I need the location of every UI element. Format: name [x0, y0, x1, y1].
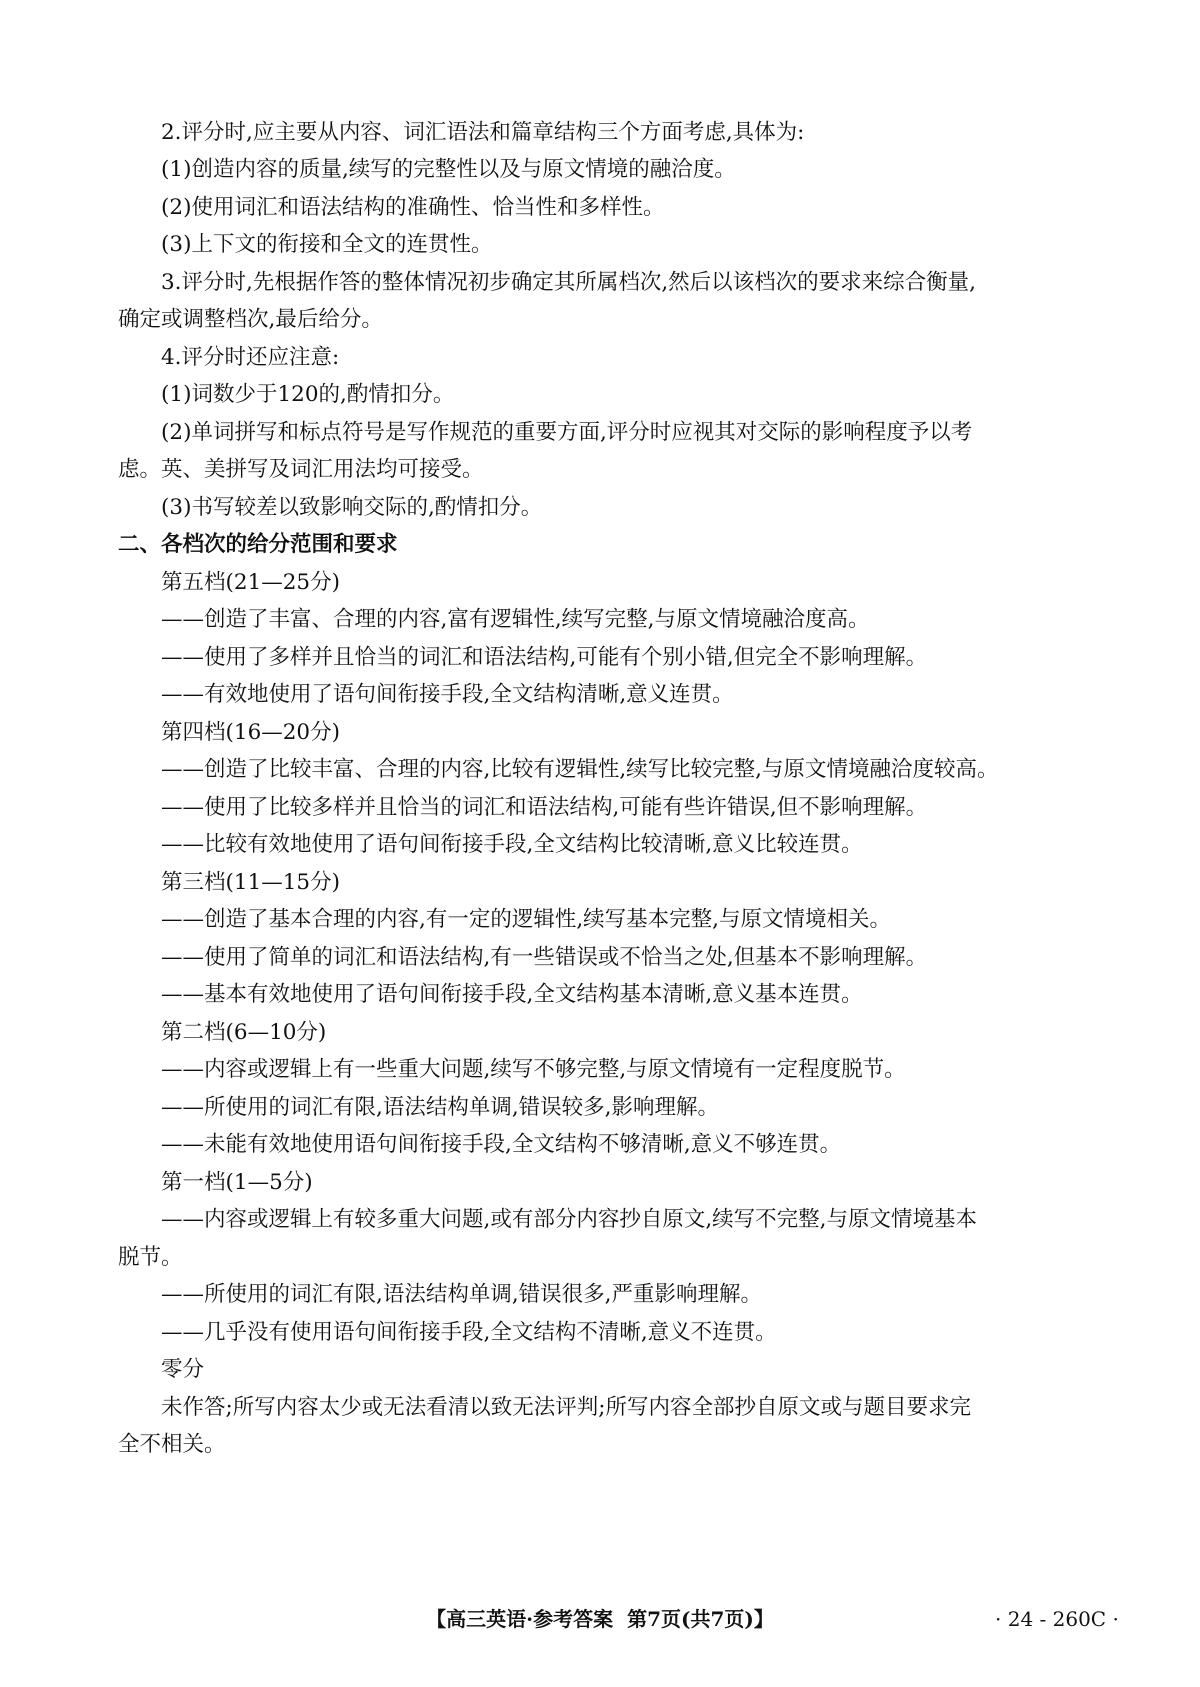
criteria-line: ——所使用的词汇有限,语法结构单调,错误很多,严重影响理解。: [161, 1282, 763, 1307]
footer-bracket-open: 【: [426, 1607, 447, 1631]
text-line: 未作答;所写内容太少或无法看清以致无法评判;所写内容全部抄自原文或与题目要求完: [161, 1395, 971, 1420]
text-line: (3)上下文的衔接和全文的连贯性。: [161, 232, 493, 257]
grade-heading: 第五档(21—25分): [161, 570, 340, 595]
criteria-line: 脱节。: [118, 1245, 183, 1270]
criteria-line: ——比较有效地使用了语句间衔接手段,全文结构比较清晰,意义比较连贯。: [161, 832, 863, 857]
footer-code: · 24 - 260C ·: [995, 1607, 1119, 1631]
text-line: 2.评分时,应主要从内容、词汇语法和篇章结构三个方面考虑,具体为:: [161, 120, 805, 145]
criteria-line: ——创造了丰富、合理的内容,富有逻辑性,续写完整,与原文情境融洽度高。: [161, 607, 870, 632]
footer-subject: 高三英语·参考答案: [446, 1607, 614, 1631]
text-line: 虑。英、美拼写及词汇用法均可接受。: [118, 457, 484, 482]
text-line: (3)书写较差以致影响交际的,酌情扣分。: [161, 495, 543, 520]
criteria-line: ——使用了简单的词汇和语法结构,有一些错误或不恰当之处,但基本不影响理解。: [161, 945, 928, 970]
text-line: (2)使用词汇和语法结构的准确性、恰当性和多样性。: [161, 195, 665, 220]
text-line: (1)创造内容的质量,续写的完整性以及与原文情境的融洽度。: [161, 157, 736, 182]
criteria-line: ——几乎没有使用语句间衔接手段,全文结构不清晰,意义不连贯。: [161, 1320, 777, 1345]
criteria-line: ——使用了比较多样并且恰当的词汇和语法结构,可能有些许错误,但不影响理解。: [161, 795, 928, 820]
text-line: 3.评分时,先根据作答的整体情况初步确定其所属档次,然后以该档次的要求来综合衡量,: [161, 270, 977, 295]
grade-heading: 零分: [161, 1357, 205, 1382]
criteria-line: ——创造了比较丰富、合理的内容,比较有逻辑性,续写比较完整,与原文情境融洽度较高。: [161, 757, 999, 782]
criteria-line: ——使用了多样并且恰当的词汇和语法结构,可能有个别小错,但完全不影响理解。: [161, 645, 928, 670]
text-line: 全不相关。: [118, 1432, 226, 1457]
criteria-line: ——基本有效地使用了语句间衔接手段,全文结构基本清晰,意义基本连贯。: [161, 982, 863, 1007]
text-line: 确定或调整档次,最后给分。: [118, 307, 383, 332]
criteria-line: ——所使用的词汇有限,语法结构单调,错误较多,影响理解。: [161, 1095, 720, 1120]
text-line: (1)词数少于120的,酌情扣分。: [161, 382, 455, 407]
grade-heading: 第二档(6—10分): [161, 1020, 327, 1045]
grade-heading: 第三档(11—15分): [161, 870, 340, 895]
section-heading: 二、各档次的给分范围和要求: [118, 532, 398, 557]
text-line: (2)单词拼写和标点符号是写作规范的重要方面,评分时应视其对交际的影响程度予以考: [161, 420, 973, 445]
criteria-line: ——创造了基本合理的内容,有一定的逻辑性,续写基本完整,与原文情境相关。: [161, 907, 892, 932]
grade-heading: 第一档(1—5分): [161, 1170, 313, 1195]
grade-heading: 第四档(16—20分): [161, 720, 340, 745]
criteria-line: ——内容或逻辑上有一些重大问题,续写不够完整,与原文情境有一定程度脱节。: [161, 1057, 906, 1082]
criteria-line: ——未能有效地使用语句间衔接手段,全文结构不够清晰,意义不够连贯。: [161, 1132, 842, 1157]
footer-page-info: 第7页(共7页): [627, 1607, 754, 1631]
criteria-line: ——内容或逻辑上有较多重大问题,或有部分内容抄自原文,续写不完整,与原文情境基本: [161, 1207, 978, 1232]
text-line: 4.评分时还应注意:: [161, 345, 340, 370]
criteria-line: ——有效地使用了语句间衔接手段,全文结构清晰,意义连贯。: [161, 682, 734, 707]
footer-bracket-close: 】: [753, 1607, 774, 1631]
